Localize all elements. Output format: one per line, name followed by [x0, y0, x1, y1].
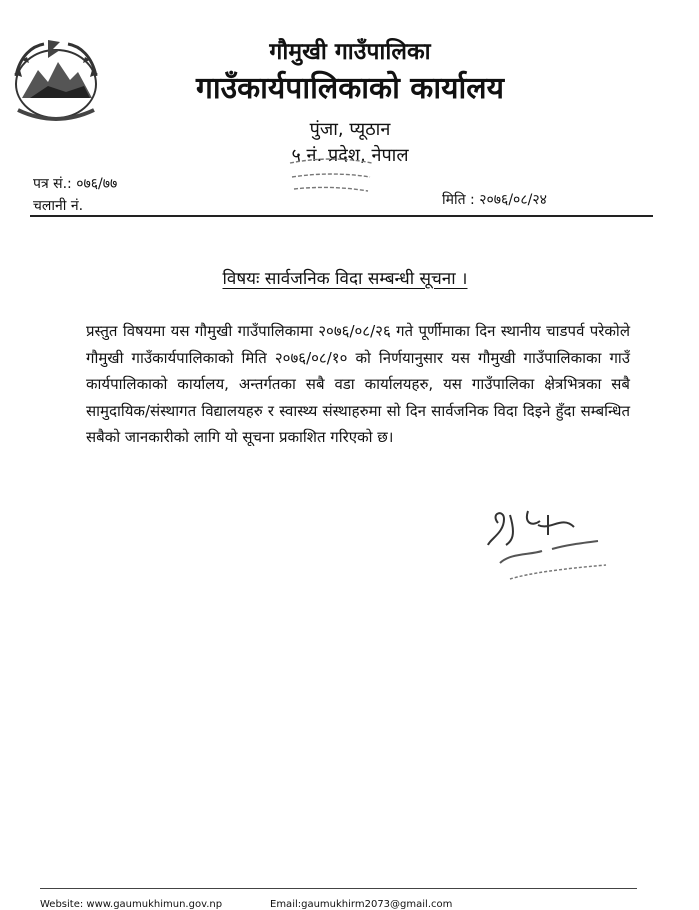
signature-icon	[470, 505, 630, 600]
footer-divider	[40, 888, 637, 889]
office-title: गाउँकार्यपालिकाको कार्यालय	[195, 71, 504, 106]
nepal-emblem-icon	[8, 36, 104, 124]
footer-website: Website: www.gaumukhimun.gov.np	[40, 899, 223, 910]
office-stamp-icon	[286, 155, 376, 195]
municipality-name: गौमुखी गाउँपालिका	[269, 39, 431, 65]
footer-email: Email:gaumukhirm2073@gmail.com	[270, 899, 453, 910]
letter-date: मिति : २०७६/०८/२४	[442, 192, 547, 208]
header-divider	[30, 215, 653, 217]
address-line-1: पुंजा, प्यूठान	[309, 119, 391, 140]
reference-number: पत्र सं.: ०७६/७७	[33, 176, 118, 192]
notice-body: प्रस्तुत विषयमा यस गौमुखी गाउँपालिकामा २०७६/०८/२६ गते पूर्णीमाका दिन स्थानीय चाडपर्व परेकोले गौमुखी गाउँकार्यपालिकाको मिति २०७६/०८/१० को निर्णयानुसार यस गौमुखी गाउँपालिकाका गाउँ कार्यपालिकाको कार्यालय, अन्तर्गतका सबै वडा कार्यालयहरु, यस गाउँपालिका क्षेत्रभित्रका सबै सामुदायिक/संस्थागत विद्यालयहरु र स्वास्थ्य संस्थाहरुमा सो दिन सार्वजनिक विदा दिइने हुँदा सम्बन्धित सबैको जानकारीको लागि यो सूचना प्रकाशित गरिएको छ।	[86, 322, 630, 446]
address-line-2: ५ नं. प्रदेश, नेपाल	[291, 145, 409, 166]
dispatch-number: चलानी नं.	[33, 198, 84, 214]
subject-text: विषयः सार्वजनिक विदा सम्बन्धी सूचना ।	[222, 269, 468, 289]
subject-line	[150, 266, 540, 289]
